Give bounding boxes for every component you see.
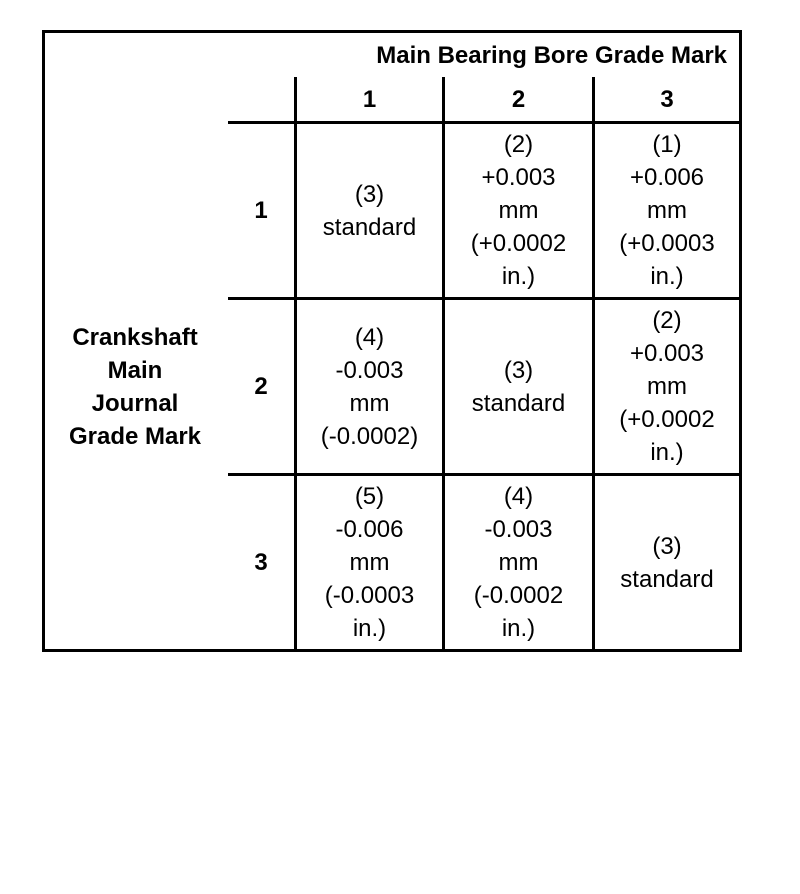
outer-border-bottom (42, 649, 742, 652)
row-header-1: 1 (254, 197, 268, 224)
table-cell-r3-c1: (5) -0.006 mm (-0.0003 in.) (324, 483, 415, 642)
row-header-2: 2 (254, 373, 268, 400)
column-group-header: Main Bearing Bore Grade Mark (376, 41, 727, 69)
table-cell-r2-c3: (2) +0.003 mm (+0.0002 in.) (619, 307, 715, 466)
table-cell-r2-c1: (4) -0.003 mm (-0.0002) (320, 323, 419, 450)
table-cell-r1-c2: (2) +0.003 mm (+0.0002 in.) (470, 131, 567, 290)
table-cell-r3-c2: (4) -0.003 mm (-0.0002 in.) (473, 483, 564, 642)
column-header-3: 3 (660, 86, 674, 113)
row-header-3: 3 (254, 549, 268, 576)
table-cell-r1-c3: (1) +0.006 mm (+0.0003 in.) (619, 131, 715, 290)
column-header-1: 1 (362, 86, 377, 113)
table-cell-r2-c2: (3) standard (471, 356, 566, 417)
table-cell-r3-c3: (3) standard (620, 532, 714, 593)
column-header-2: 2 (511, 86, 526, 113)
row-group-header: Crankshaft Main Journal Grade Mark (68, 323, 202, 450)
table-cell-r1-c1: (3) standard (322, 180, 417, 241)
